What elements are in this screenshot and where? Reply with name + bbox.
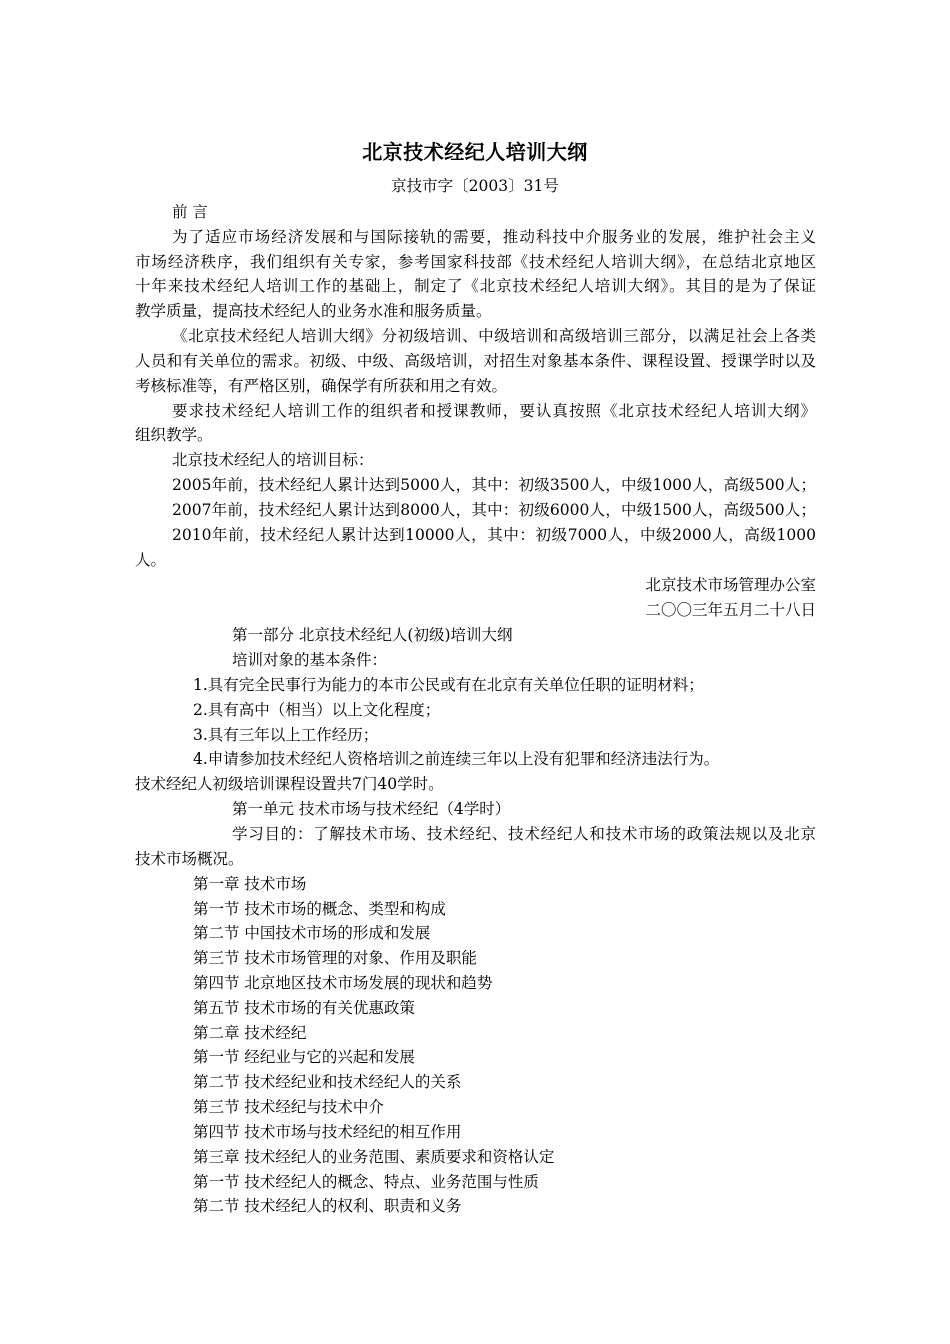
outline-section: 第五节 技术市场的有关优惠政策: [193, 999, 415, 1017]
outline-section: 第二节 中国技术市场的形成和发展: [193, 924, 431, 942]
preface-p3-line-2: 组织教学。: [135, 426, 213, 444]
document-title: 北京技术经纪人培训大纲: [362, 140, 588, 164]
outline-section: 第四节 技术市场与技术经纪的相互作用: [193, 1123, 462, 1141]
conditions-heading: 培训对象的基本条件：: [232, 651, 388, 669]
outline-section: 第一节 经纪业与它的兴起和发展: [193, 1048, 415, 1066]
outline-chapter-1: 第一章 技术市场: [193, 875, 307, 893]
preface-p1-line-2: 市场经济秩序，我们组织有关专家，参考国家科技部《技术经纪人培训大纲》，在总结北京地区: [135, 253, 816, 271]
preface-p1-line-3: 十年来技术经纪人培训工作的基础上，制定了《北京技术经纪人培训大纲》。其目的是为了保证: [135, 277, 816, 295]
outline-section: 第一节 技术经纪人的概念、特点、业务范围与性质: [193, 1173, 539, 1191]
preface-p2-line-1: 《北京技术经纪人培训大纲》分初级培训、中级培训和高级培训三部分，以满足社会上各类: [172, 327, 816, 345]
outline-section: 第一节 技术市场的概念、类型和构成: [193, 900, 446, 918]
preface-heading: 前 言: [172, 203, 208, 221]
goals-heading: 北京技术经纪人的培训目标：: [172, 451, 374, 469]
goal-2005: 2005年前，技术经纪人累计达到5000人，其中：初级3500人，中级1000人，高级500人；: [172, 476, 816, 494]
outline-section: 第二节 技术经纪人的权利、职责和义务: [193, 1197, 462, 1215]
outline-section: 第三节 技术经纪与技术中介: [193, 1098, 384, 1116]
preface-p2-line-2: 人员和有关单位的需求。初级、中级、高级培训，对招生对象基本条件、课程设置、授课学时以及: [135, 352, 816, 370]
condition-item-2: 2.具有高中（相当）以上文化程度；: [193, 701, 441, 719]
goal-2010-line-1: 2010年前，技术经纪人累计达到10000人，其中：初级7000人，中级2000人，高级1000: [172, 526, 816, 544]
preface-p1-line-4: 教学质量，提高技术经纪人的业务水准和服务质量。: [135, 302, 492, 320]
outline-section: 第三节 技术市场管理的对象、作用及职能: [193, 949, 477, 967]
unit1-title: 第一单元 技术市场与技术经纪（4学时）: [232, 800, 511, 818]
condition-item-1: 1.具有完全民事行为能力的本市公民或有在北京有关单位任职的证明材料；: [193, 676, 704, 694]
course-summary: 技术经纪人初级培训课程设置共7门40学时。: [135, 775, 444, 793]
goal-2010-line-2: 人。: [135, 551, 167, 569]
goal-2007: 2007年前，技术经纪人累计达到8000人，其中：初级6000人，中级1500人，高级500人；: [172, 501, 816, 519]
signature-organization: 北京技术市场管理办公室: [645, 576, 816, 594]
condition-item-4: 4.申请参加技术经纪人资格培训之前连续三年以上没有犯罪和经济违法行为。: [193, 750, 720, 768]
outline-chapter-2: 第二章 技术经纪: [193, 1024, 307, 1042]
outline-section: 第四节 北京地区技术市场发展的现状和趋势: [193, 974, 493, 992]
outline-chapter-3: 第三章 技术经纪人的业务范围、素质要求和资格认定: [193, 1148, 555, 1166]
unit1-goal-line-1: 学习目的：了解技术市场、技术经纪、技术经纪人和技术市场的政策法规以及北京: [232, 825, 816, 843]
preface-p1-line-1: 为了适应市场经济发展和与国际接轨的需要，推动科技中介服务业的发展，维护社会主义: [172, 228, 816, 246]
condition-item-3: 3.具有三年以上工作经历；: [193, 726, 379, 744]
document-number: 京技市字〔2003〕31号: [391, 177, 559, 195]
outline-section: 第二节 技术经纪业和技术经纪人的关系: [193, 1073, 462, 1091]
preface-p2-line-3: 考核标准等，有严格区别，确保学有所获和用之有效。: [135, 377, 508, 395]
unit1-goal-line-2: 技术市场概况。: [135, 850, 244, 868]
preface-p3-line-1: 要求技术经纪人培训工作的组织者和授课教师，要认真按照《北京技术经纪人培训大纲》: [172, 402, 816, 420]
signature-date: 二〇〇三年五月二十八日: [645, 601, 816, 619]
part1-title: 第一部分 北京技术经纪人(初级)培训大纲: [232, 626, 513, 644]
